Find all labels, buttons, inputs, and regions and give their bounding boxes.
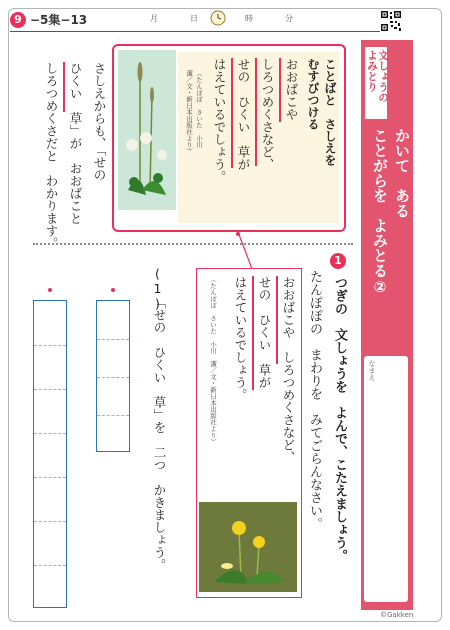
answer-box-1[interactable] (96, 300, 130, 452)
name-field[interactable] (364, 356, 408, 602)
reference-line-2: しろつめくさなど、 (260, 58, 275, 171)
reference-line-1: おおばこや (284, 58, 299, 121)
copyright: ©Gakken (380, 611, 414, 619)
question-instruction: つぎの 文しょうを よんで、こたえましょう。 (332, 276, 347, 562)
reference-underline-2 (255, 58, 257, 166)
answer-marker-2 (48, 288, 52, 292)
lesson-title-line-2: ことがらを よみとる② (371, 128, 389, 296)
day-label: 日 (190, 14, 198, 23)
reference-underline-1 (279, 58, 281, 122)
hour-label: 時 (245, 14, 253, 23)
qr-code-icon (380, 10, 402, 32)
reference-title-line-1: ことばと さしえを (323, 58, 337, 166)
reference-underline-3 (231, 58, 233, 168)
unit-badge: 9 (10, 12, 26, 28)
lesson-tag-line-2: よみとり (366, 50, 378, 92)
story-citation: （たんぽぽ さいた 小川 潔／文・新日本出版社より） (209, 276, 217, 445)
dandelion-illustration (199, 502, 297, 592)
clock-icon (210, 10, 226, 26)
story-line-4: はえているでしょう。 (233, 276, 248, 401)
reference-citation-1: （たんぽぽ さいた 小川 (195, 70, 203, 148)
question-number: 1 (330, 253, 346, 269)
reference-line-4: はえているでしょう。 (212, 58, 227, 183)
explanation-underline (63, 62, 65, 112)
name-label: なまえ (368, 360, 376, 381)
explanation-line-2: ひくい 草」が おおばこと (68, 62, 83, 225)
worksheet-code: −5集−13 (30, 13, 88, 27)
answer-box-2[interactable] (33, 300, 67, 608)
explanation-line-3: しろつめくさだと わかります。 (44, 62, 59, 250)
answer-marker-1 (111, 288, 115, 292)
reference-line-3: せの ひくい 草が (236, 58, 251, 171)
sub-question-text: 「せの ひくい 草」を 二つ かきましょう。 (152, 296, 167, 571)
clover-plantain-illustration (118, 50, 176, 210)
reference-title-line-2: むすびつける (306, 58, 320, 130)
sub-question-number: (1) (150, 266, 165, 311)
section-divider (33, 243, 353, 245)
explanation-line-1: さしえからも、「せの (92, 62, 107, 181)
reference-citation-2: 潔／文・新日本出版社より） (185, 70, 193, 155)
minute-label: 分 (285, 14, 293, 23)
month-label: 月 (150, 14, 158, 23)
story-underline-1 (276, 276, 278, 364)
story-line-1: たんぽぽの まわりを みてごらんなさい。 (307, 270, 322, 530)
header-rule (10, 31, 382, 32)
story-line-3: せの ひくい 草が (257, 276, 272, 389)
lesson-tag-line-1: 文しょうの (377, 50, 389, 103)
story-underline-2 (252, 276, 254, 390)
lesson-title-line-1: かいて ある (393, 128, 411, 218)
story-line-2: おおばこや しろつめくさなど、 (281, 276, 296, 464)
